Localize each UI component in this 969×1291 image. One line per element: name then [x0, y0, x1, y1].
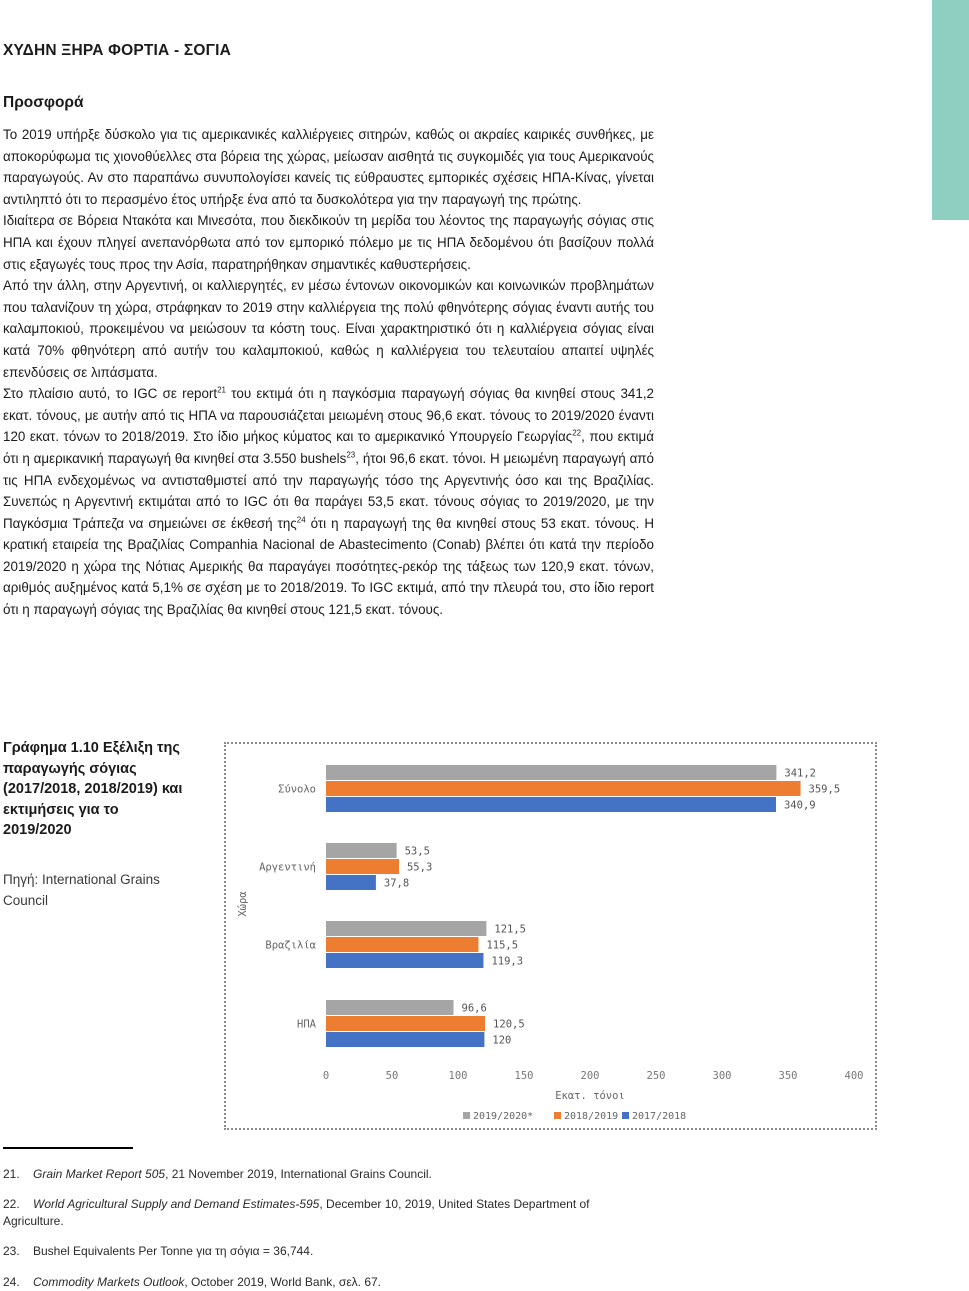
x-tick-label: 150: [514, 1070, 534, 1082]
data-label: 55,3: [406, 861, 433, 874]
page-accent-tab: [932, 0, 969, 220]
x-tick-label: 350: [778, 1070, 798, 1082]
category-label: ΗΠΑ: [297, 1018, 316, 1031]
bar-ΗΠΑ-2019/2020*: [326, 1000, 454, 1015]
bar-Σύνολο-2018/2019: [326, 781, 801, 796]
footnote-text: , December 10, 2019, United States Department of Agriculture.: [3, 1197, 590, 1228]
bar-Σύνολο-2019/2020*: [326, 765, 776, 780]
paragraph-4-part-b: του εκτιμά ότι η παγκόσμια παραγωγή σόγιας θα κινηθεί στους 341,2 εκατ. τόνους, με αυτήν από τις ΗΠΑ να παρουσιάζεται μειωμένη στους 96,6 εκατ. τόνους το 2019/2020 έναντι 120 εκατ. τόνων το 2018/2019. Στο ίδιο μήκος κύματος και το αμερικανικό Υπουργείο Γεωργίας: [3, 386, 654, 445]
footnote-text: , 21 November 2019, International Grains Council.: [165, 1167, 432, 1181]
legend-swatch: [554, 1112, 561, 1119]
footnote-24: [3, 1274, 623, 1291]
bar-Αργεντινή-2018/2019: [326, 859, 399, 874]
bar-ΗΠΑ-2017/2018: [326, 1032, 484, 1047]
x-tick-label: 200: [580, 1070, 600, 1082]
bar-Σύνολο-2017/2018: [326, 797, 776, 812]
footnote-22: [3, 1196, 623, 1230]
data-label: 120: [492, 1034, 512, 1047]
x-axis-title: Εκατ. τόνοι: [555, 1090, 625, 1102]
bar-Βραζιλία-2019/2020*: [326, 921, 486, 936]
data-label: 115,5: [486, 939, 519, 952]
paragraph-4-part-a: Στο πλαίσιο αυτό, το IGC σε report: [3, 386, 218, 402]
paragraph-4-part-d: , ήτοι 96,6 εκατ. τόνοι. Η μειωμένη παραγωγή από τις ΗΠΑ ενδεχομένως να αντισταθμιστεί από την παραγωγής τόσο της Αργεντινής όσο και της Βραζιλίας. Συνεπώς η Αργεντινή εκτιμάται από το IGC ότι θα παράγει 53,5 εκατ. τόνους σόγιας το 2019/2020, με την Παγκόσμια Τράπεζα να σημειώνει σε έκθεσή της: [3, 450, 654, 531]
bar-Αργεντινή-2019/2020*: [326, 843, 397, 858]
paragraph-4-part-e: ότι η παραγωγή της θα κινηθεί στους 53 εκατ. τόνους. Η κρατική εταιρεία της Βραζιλίας Companhia Nacional de Abastecimento (Conab) βλέπει ότι κατά την περίοδο 2019/2020 η χώρα της Νότιας Αμερικής θα παραγάγει ποσότητες-ρεκόρ της τάξεως των 120,9 εκατ. τόνων, αριθμός αυξημένος κατά 5,1% σε σχέση με το 2018/2019. Το IGC εκτιμά, από την πλευρά του, στο ίδιο report ότι η παραγωγή σόγιας της Βραζιλίας θα κινηθεί στους 121,5 εκατ. τόνους.: [3, 515, 654, 618]
category-label: Σύνολο: [278, 783, 316, 796]
footnote-number: 21.: [3, 1167, 20, 1181]
footnote-title: Commodity Markets Outlook: [33, 1275, 185, 1289]
x-tick-label: 0: [322, 1070, 330, 1082]
data-label: 341,2: [784, 767, 816, 780]
x-tick-label: 300: [712, 1070, 732, 1082]
data-label: 96,6: [461, 1002, 487, 1015]
footnote-ref-22: 22: [572, 428, 582, 438]
footnote-number: 24.: [3, 1275, 20, 1289]
footnote-title: Grain Market Report 505: [33, 1167, 166, 1181]
data-label: 121,5: [494, 923, 526, 936]
data-label: 340,9: [783, 799, 816, 812]
bar-Αργεντινή-2017/2018: [326, 875, 376, 890]
footnote-ref-24: 24: [296, 515, 306, 525]
legend-label: 2019/2020*: [473, 1111, 534, 1122]
y-axis-title: Χώρα: [237, 891, 249, 917]
paragraph-1: Το 2019 υπήρξε δύσκολο για τις αμερικανικές καλλιέργειες σιτηρών, καθώς οι ακραίες καιρικές συνθήκες, με αποκορύφωμα τις χιονοθύελλες στα βόρεια της χώρας, μείωσαν αισθητά τις συγκομιδές για τους Αμερικανούς παραγωγούς. Αν στο παραπάνω συνυπολογίσει κανείς τις εύθραυστες εμπορικές σχέσεις ΗΠΑ-Κίνας, γίνεται αντιληπτό ότι το περασμένο έτος υπήρξε ένα από τα δυσκολότερα για την παραγωγή της πρώτης.: [3, 127, 654, 207]
figure-source: Πηγή: International Grains Council: [3, 872, 160, 908]
chart-container: [224, 742, 877, 1130]
soy-production-bar-chart: [226, 744, 875, 1128]
body-text: [3, 124, 654, 621]
legend-swatch: [463, 1112, 470, 1119]
footnote-ref-21: 21: [217, 385, 226, 395]
footnote-divider: [3, 1147, 133, 1149]
footnote-text: , October 2019, World Bank, σελ. 67.: [184, 1275, 382, 1289]
paragraph-2: Ιδιαίτερα σε Βόρεια Ντακότα και Μινεσότα, που διεκδικούν τη μερίδα του λέοντος της παραγωγής σόγιας στις ΗΠΑ και έχουν πληγεί ανεπανόρθωτα από τον εμπορικό πόλεμο με τις ΗΠΑ δεδομένου ότι βασίζουν πολλά στις εξαγωγές τους προς την Ασία, παρατηρήθηκαν σημαντικές καθυστερήσεις.: [3, 213, 654, 272]
data-label: 359,5: [808, 783, 841, 796]
footnote-text: Bushel Equivalents Per Tonne για τη σόγια = 36,744.: [33, 1244, 314, 1258]
legend-label: 2018/2019: [564, 1111, 619, 1122]
x-tick-label: 400: [844, 1070, 864, 1082]
bar-ΗΠΑ-2018/2019: [326, 1016, 485, 1031]
footnote-21: [3, 1166, 623, 1183]
figure-caption: Γράφημα 1.10 Εξέλιξη της παραγωγής σόγιας (2017/2018, 2018/2019) και εκτιμήσεις για το 2019/2020: [3, 740, 183, 838]
bar-Βραζιλία-2018/2019: [326, 937, 478, 952]
paragraph-3: Από την άλλη, στην Αργεντινή, οι καλλιεργητές, εν μέσω έντονων οικονομικών και κοινωνικών προβλημάτων που ταλανίζουν τη χώρα, στράφηκαν το 2019 στην καλλιέργεια της πολύ φθηνότερης σόγιας έναντι αυτής του καλαμποκιού, προκειμένου να μειώσουν τα κόστη τους. Είναι χαρακτηριστικό ότι η καλλιέργεια σόγιας είναι κατά 70% φθηνότερη από αυτήν του καλαμποκιού, καθώς η καλλιέργεια του τελευταίου απαιτεί υψηλές επενδύσεις σε λιπάσματα.: [3, 278, 654, 380]
footnote-ref-23: 23: [346, 450, 356, 460]
category-label: Βραζιλία: [265, 939, 316, 952]
footnote-23: [3, 1243, 623, 1260]
legend-swatch: [622, 1112, 629, 1119]
footnote-number: 22.: [3, 1197, 20, 1211]
paragraph-4-part-c: , που εκτιμά ότι η αμερικανική παραγωγή θα κινηθεί στα 3.550 bushels: [3, 429, 654, 466]
data-label: 119,3: [491, 955, 524, 968]
data-label: 37,8: [383, 877, 410, 890]
bar-Βραζιλία-2017/2018: [326, 953, 483, 968]
footnote-title: World Agricultural Supply and Demand Estimates-595: [33, 1197, 320, 1211]
data-label: 53,5: [404, 845, 430, 858]
footnote-number: 23.: [3, 1244, 20, 1258]
data-label: 120,5: [493, 1018, 525, 1031]
section-heading: Προσφορά: [3, 94, 84, 111]
legend-label: 2017/2018: [632, 1111, 687, 1122]
paragraph-4: [3, 383, 654, 621]
x-tick-label: 250: [646, 1070, 666, 1082]
category-label: Αργεντινή: [259, 861, 316, 874]
x-tick-label: 100: [448, 1070, 468, 1082]
x-tick-label: 50: [385, 1070, 399, 1082]
page-title: ΧΥΔΗΝ ΞΗΡΑ ΦΟΡΤΙΑ - ΣΟΓΙΑ: [3, 42, 231, 59]
